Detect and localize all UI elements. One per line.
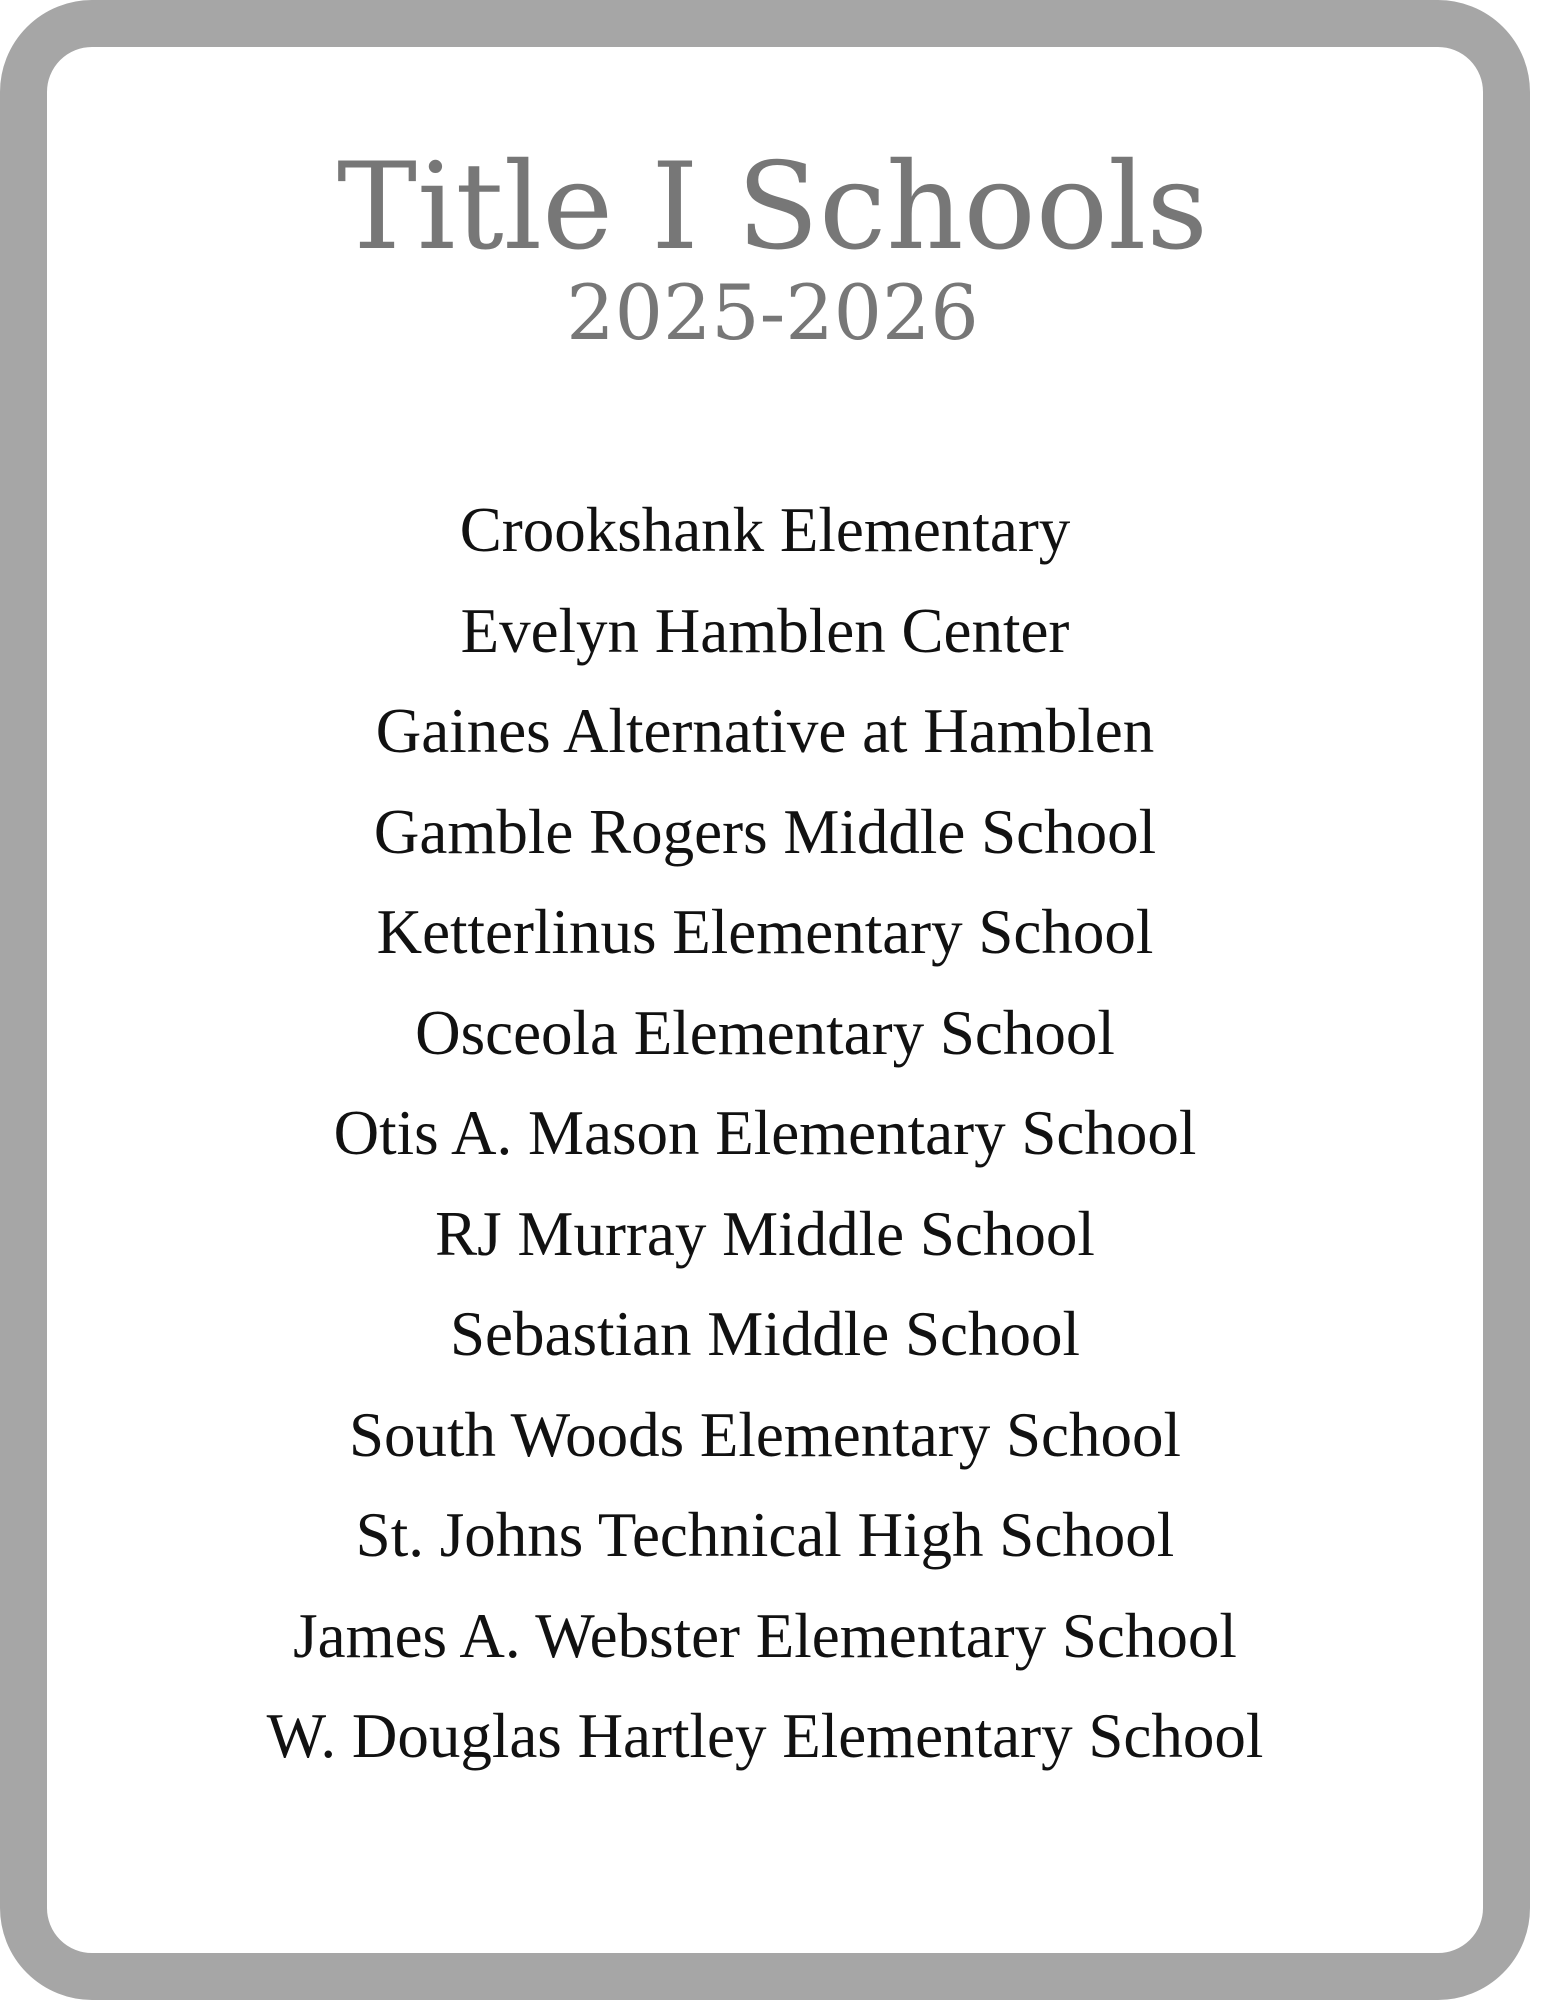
school-list [0,480,1530,1787]
school-item: RJ Murray Middle School [435,1198,1095,1269]
school-item: Osceola Elementary School [415,997,1115,1068]
school-item: South Woods Elementary School [349,1399,1181,1470]
school-item: Ketterlinus Elementary School [376,897,1154,967]
school-item: Otis A. Mason Elementary School [333,1098,1197,1168]
school-year: 2025-2026 [566,268,979,357]
school-item: Gamble Rogers Middle School [373,796,1157,867]
school-item: Crookshank Elementary [459,495,1071,565]
page-title: Title I Schools [337,138,1208,277]
school-item: W. Douglas Hartley Elementary School [266,1701,1264,1771]
school-item: Gaines Alternative at Hamblen [375,696,1155,766]
school-item: James A. Webster Elementary School [293,1600,1237,1671]
school-item: Evelyn Hamblen Center [460,595,1070,666]
school-item: Sebastian Middle School [450,1299,1080,1369]
school-item: St. Johns Technical High School [355,1500,1175,1570]
